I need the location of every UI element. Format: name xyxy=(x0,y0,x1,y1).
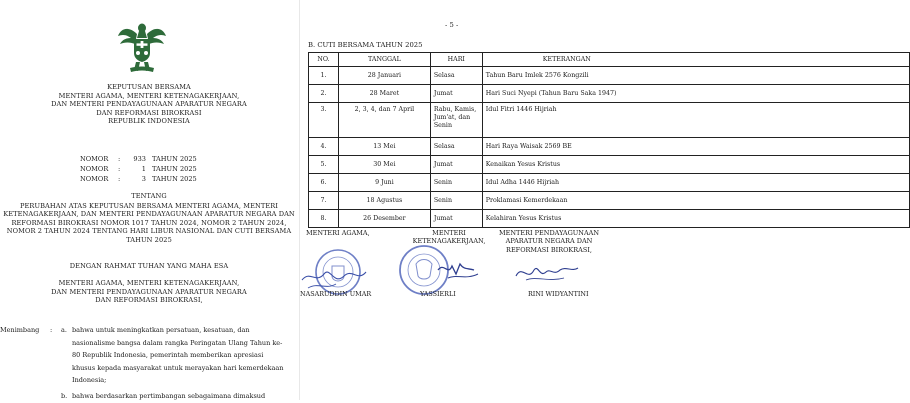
section-title: B. CUTI BERSAMA TAHUN 2025 xyxy=(308,41,423,49)
cell-tanggal: 18 Agustus xyxy=(338,192,430,210)
cell-no: 2. xyxy=(309,85,339,103)
cell-tanggal: 9 Juni xyxy=(338,174,430,192)
cell-hari: Senin xyxy=(430,174,482,192)
paragraph-line: bahwa untuk meningkatkan persatuan, kesatuan, dan xyxy=(72,326,250,334)
menimbang-item-b: bahwa berdasarkan pertimbangan sebagaimana dimaksud xyxy=(72,392,266,400)
cell-tanggal: 26 Desember xyxy=(338,210,430,228)
table-row xyxy=(309,67,910,85)
table-row xyxy=(309,156,910,174)
table-row xyxy=(309,103,910,138)
menimbang-item-a xyxy=(72,324,301,387)
table-row xyxy=(309,85,910,103)
number-year: TAHUN 2025 xyxy=(152,155,197,163)
menimbang-colon: : xyxy=(50,326,53,334)
handwritten-signature-icon xyxy=(512,256,582,290)
number-value: 3 xyxy=(141,174,146,183)
rahmat-line: DENGAN RAHMAT TUHAN YANG MAHA ESA xyxy=(69,262,229,270)
signature-title-line: REFORMASI BIROKRASI, xyxy=(506,245,592,254)
signature-title-line: MENTERI xyxy=(432,229,466,237)
paragraph-line: Indonesia; xyxy=(72,376,107,384)
cell-keterangan: Tahun Baru Imlek 2576 Kongzili xyxy=(482,67,909,85)
decree-numbers xyxy=(80,155,197,184)
decree-number-row xyxy=(80,175,197,185)
cell-keterangan: Hari Raya Waisak 2569 BE xyxy=(482,138,909,156)
number-label: NOMOR xyxy=(80,155,109,163)
cell-keterangan: Hari Suci Nyepi (Tahun Baru Saka 1947) xyxy=(482,85,909,103)
cell-tanggal: 2, 3, 4, dan 7 April xyxy=(338,103,430,138)
subject-line: PERUBAHAN ATAS KEPUTUSAN BERSAMA MENTERI AGAMA, MENTERI xyxy=(19,201,279,210)
cell-hari: Selasa xyxy=(430,138,482,156)
ministers-line: DAN REFORMASI BIROKRASI, xyxy=(95,296,203,305)
cell-hari: Selasa xyxy=(430,67,482,85)
decree-title-line: REPUBLIK INDONESIA xyxy=(108,117,190,126)
cell-keterangan: Kenaikan Yesus Kristus xyxy=(482,156,909,174)
paragraph-line: khusus kepada masyarakat untuk merayakan hari kemerdekaan xyxy=(72,363,284,372)
ministers-line: MENTERI AGAMA, MENTERI KETENAGAKERJAAN, xyxy=(58,279,240,287)
decree-number-row xyxy=(80,155,197,165)
cell-keterangan: Proklamasi Kemerdekaan xyxy=(482,192,909,210)
cell-keterangan: Idul Fitri 1446 Hijriah xyxy=(482,103,909,138)
subject-line: NOMOR 2 TAHUN 2024 TENTANG HARI LIBUR NASIONAL DAN CUTI BERSAMA xyxy=(6,227,292,236)
signatory-name-agama: NASARUDDIN UMAR xyxy=(300,290,372,298)
cell-no: 4. xyxy=(309,138,339,156)
decree-title-line: MENTERI AGAMA, MENTERI KETENAGAKERJAAN, xyxy=(58,91,240,100)
cell-tanggal: 13 Mei xyxy=(338,138,430,156)
table-row xyxy=(309,192,910,210)
cell-no: 1. xyxy=(309,67,339,85)
decree-title xyxy=(0,83,298,126)
column-header: TANGGAL xyxy=(338,53,430,67)
ministers-block xyxy=(0,279,298,305)
cell-tanggal: 28 Maret xyxy=(338,85,430,103)
decree-title-line: DAN MENTERI PENDAYAGUNAAN APARATUR NEGARA xyxy=(51,100,247,109)
column-header: HARI xyxy=(430,53,482,67)
tentang-block xyxy=(0,192,298,245)
item-marker: b. xyxy=(61,392,68,400)
number-value: 1 xyxy=(141,164,146,173)
decree-number-row xyxy=(80,165,197,175)
number-colon: : xyxy=(118,164,121,173)
decree-title-line: DAN REFORMASI BIROKRASI xyxy=(96,108,202,117)
number-label: NOMOR xyxy=(80,174,109,183)
cell-no: 8. xyxy=(309,210,339,228)
cell-no: 5. xyxy=(309,156,339,174)
cell-no: 7. xyxy=(309,192,339,210)
cell-tanggal: 28 Januari xyxy=(338,67,430,85)
cell-keterangan: Idul Adha 1446 Hijriah xyxy=(482,174,909,192)
cell-no: 6. xyxy=(309,174,339,192)
signature-title-panrb xyxy=(498,229,600,254)
column-header: KETERANGAN xyxy=(482,53,909,67)
cell-hari: Jumat xyxy=(430,85,482,103)
paragraph-line: nasionalisme bangsa dalam rangka Peringatan Ulang Tahun ke- xyxy=(72,338,283,347)
cuti-bersama-table xyxy=(308,52,910,228)
decree-title-line: KEPUTUSAN BERSAMA xyxy=(107,83,191,91)
column-header: NO. xyxy=(309,53,339,67)
cell-hari: Senin xyxy=(430,192,482,210)
number-value: 933 xyxy=(133,155,146,163)
subject-line: TAHUN 2025 xyxy=(126,235,172,244)
table-row xyxy=(309,210,910,228)
subject-line: REFORMASI BIROKRASI NOMOR 1017 TAHUN 2024, NOMOR 2 TAHUN 2024, xyxy=(11,218,287,227)
signature-title-line: MENTERI PENDAYAGUNAAN xyxy=(498,229,600,237)
paragraph-line: 80 Republik Indonesia, pemerintah memberikan apresiasi xyxy=(72,351,264,359)
cell-keterangan: Kelahiran Yesus Kristus xyxy=(482,210,909,228)
subject-line: KETENAGAKERJAAN, DAN MENTERI PENDAYAGUNAAN APARATUR NEGARA DAN xyxy=(3,210,295,219)
table-row xyxy=(309,174,910,192)
menimbang-label: Menimbang xyxy=(0,326,40,334)
signatory-name-naker: YASSIERLI xyxy=(420,290,456,298)
decree-cover xyxy=(0,0,298,400)
cell-hari: Jumat xyxy=(430,210,482,228)
table-header-row xyxy=(309,53,910,67)
number-colon: : xyxy=(118,174,121,183)
signature-title-line: KETENAGAKERJAAN, xyxy=(412,237,486,246)
tentang-label: TENTANG xyxy=(131,192,167,200)
number-year: TAHUN 2025 xyxy=(152,164,197,173)
item-marker: a. xyxy=(61,326,67,334)
signature-title-agama: MENTERI AGAMA, xyxy=(306,229,370,237)
cell-hari: Jumat xyxy=(430,156,482,174)
cell-hari: Rabu, Kamis, Jum'at, dan Senin xyxy=(430,103,482,138)
number-colon: : xyxy=(118,155,121,163)
number-label: NOMOR xyxy=(80,164,109,173)
number-year: TAHUN 2025 xyxy=(152,174,197,183)
garuda-emblem-icon xyxy=(117,22,167,74)
page-number: - 5 - xyxy=(445,21,459,29)
table-row xyxy=(309,138,910,156)
signature-title-line: APARATUR NEGARA DAN xyxy=(505,237,593,246)
ministers-line: DAN MENTERI PENDAYAGUNAAN APARATUR NEGARA xyxy=(51,287,247,296)
signatory-name-panrb: RINI WIDYANTINI xyxy=(528,290,589,298)
cell-tanggal: 30 Mei xyxy=(338,156,430,174)
cuti-bersama-page xyxy=(300,0,617,400)
cell-no: 3. xyxy=(309,103,339,138)
